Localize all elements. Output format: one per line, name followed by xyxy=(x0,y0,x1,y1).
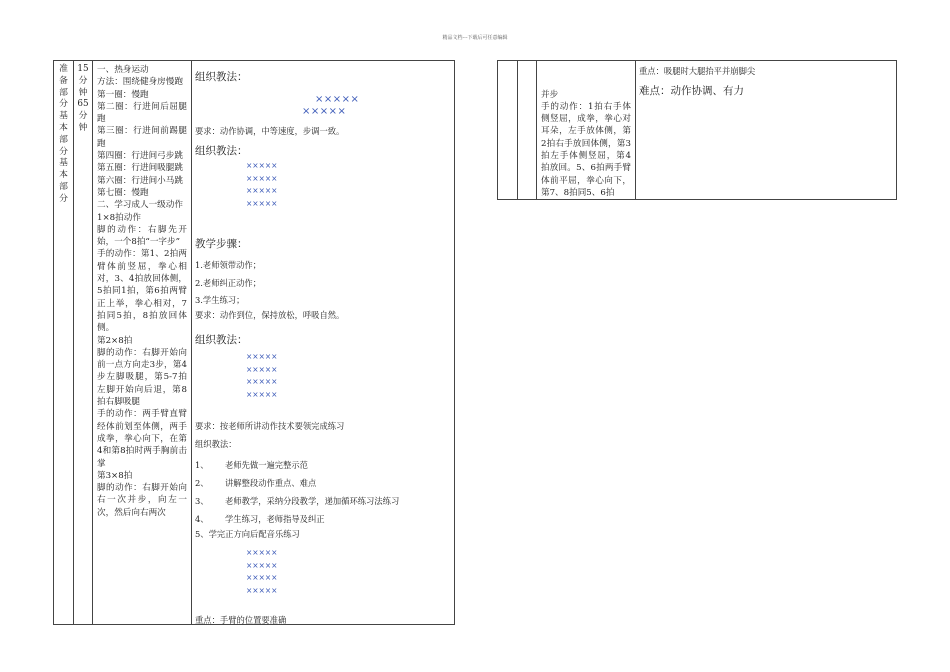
page-header: 精品文档---下载后可任意编辑 xyxy=(442,35,508,41)
org-method-2: 组织教法： xyxy=(195,145,248,157)
formation-block xyxy=(246,351,277,401)
method-list-number: 3、 xyxy=(195,496,209,506)
content-line: 第七圈：慢跑 xyxy=(97,187,149,198)
lesson-table-right xyxy=(497,60,897,200)
requirement-2: 要求：动作到位，保持放松，呼吸自然。 xyxy=(195,310,345,320)
content-line: 第六圈：行进间小马跳 xyxy=(97,175,183,186)
content-line: 手的动作：两手臂直臂经体前划至体侧，两手成拳，拳心向下，在第4和第8拍时两手胸前击掌 xyxy=(97,409,187,469)
method-list-item xyxy=(195,456,399,474)
teaching-steps xyxy=(195,257,261,310)
formation-block xyxy=(246,547,277,597)
content-line: 第三圈：行进间前踢腿跑 xyxy=(97,126,187,149)
org-method-3: 组织教法： xyxy=(195,334,248,346)
method-list-item xyxy=(195,510,399,528)
formation-row: ××××× xyxy=(246,389,278,399)
content-line: 第2×8拍 xyxy=(97,335,133,346)
formation-row: ××××× xyxy=(246,198,278,208)
content-line: 第五圈：行进间吸腿跳 xyxy=(97,163,183,174)
method-column xyxy=(192,61,454,624)
formation-row: ××××× xyxy=(246,548,278,557)
content-line: 1×8拍动作 xyxy=(97,212,141,223)
content-column xyxy=(93,61,192,624)
key-point: 重点：吸腿时大腿抬平并崩脚尖 xyxy=(639,66,756,76)
content-line: 脚的动作：右脚开始向前一点方向走3步，第4步左脚吸腿，第5-7拍左脚开始向后退，第8拍右脚吸腿 xyxy=(97,347,187,408)
method-list-text: 老师先做一遍完整示范 xyxy=(225,460,308,470)
requirement-1: 要求：动作协调，中等速度，步调一致。 xyxy=(195,126,345,136)
formation-row: ××××× xyxy=(246,585,278,595)
content-line: 脚的动作：右脚先开始，一个8拍“一字步” xyxy=(97,224,187,248)
difficulty-point: 难点：动作协调、有力 xyxy=(639,85,744,97)
content-line: 第一圈：慢跑 xyxy=(97,89,149,100)
formation-row: ××××× xyxy=(246,161,278,170)
method-list-text: 学生练习，老师指导及纠正 xyxy=(225,514,325,524)
content-text: 并步 手的动作：1拍右手体侧竖屈，成拳，拳心对耳朵，左手放体侧，第2拍右手放回体侧，第3拍左手体侧竖屈，第4拍放回。5、6拍两手臂体前平屈，拳心向下，第7、8拍同5、6拍 xyxy=(541,89,631,198)
org-method-1: 组织教法： xyxy=(195,71,248,83)
content-line: 第二圈：行进间后屈腿跑 xyxy=(97,101,187,125)
teaching-step: 2.老师纠正动作； xyxy=(195,277,261,288)
method-list-number: 2、 xyxy=(195,478,209,488)
teaching-steps-title: 教学步骤： xyxy=(195,238,248,250)
method-item-5: 5、学完正方向后配音乐练习 xyxy=(195,529,300,539)
content-line: 第3×8拍 xyxy=(97,470,133,481)
formation-row: ××××× xyxy=(246,560,278,570)
method-list-item xyxy=(195,474,399,492)
content-line: 脚的动作：右脚开始向右一次并步，向左一次，然后向右两次 xyxy=(97,483,187,518)
org-method-4: 组织教法： xyxy=(195,439,237,449)
method-list-number: 4、 xyxy=(195,514,209,524)
method-column xyxy=(636,61,896,199)
formation-row: ××××× xyxy=(246,186,278,195)
teaching-step: 1.老师领带动作； xyxy=(195,260,261,270)
section-column xyxy=(498,61,518,199)
formation-row: ××××× xyxy=(246,377,278,386)
key-point: 重点：手臂的位置要准确 xyxy=(195,615,287,625)
content-line: 手的动作：第1、2拍两臂体前竖屈，拳心相对，3、4拍放回体侧，5拍同1拍，第6拍两臂正上举，拳心相对，7拍同5拍，8拍放回体侧。 xyxy=(97,249,187,334)
formation-row: ××××× xyxy=(315,94,360,105)
method-list xyxy=(195,456,399,528)
section-label: 准备部分基本部分基本部分 xyxy=(59,64,68,204)
formation-row: ××××× xyxy=(302,106,347,117)
formation-row: ××××× xyxy=(246,352,278,361)
formation-block xyxy=(246,160,277,210)
section-column xyxy=(54,61,74,624)
time-column xyxy=(74,61,93,624)
formation-row: ××××× xyxy=(246,573,278,582)
method-list-item xyxy=(195,492,399,510)
method-list-number: 1、 xyxy=(195,460,209,470)
requirement-3: 要求：按老师所讲动作技术要领完成练习 xyxy=(195,421,345,431)
method-list-text: 老师教学，采纳分段教学，递加循环练习法练习 xyxy=(225,496,400,506)
content-line: 方法：围绕健身房慢跑 xyxy=(97,77,183,88)
content-line: 二、学习成人一级动作 xyxy=(97,200,183,211)
content-column xyxy=(537,61,636,199)
content-line: 一、热身运动 xyxy=(97,65,149,75)
content-lines xyxy=(97,64,187,519)
formation-row: ××××× xyxy=(246,364,278,374)
time-column xyxy=(518,61,537,199)
formation-row: ××××× xyxy=(246,173,278,183)
time-label: 15分钟65分钟 xyxy=(77,64,89,133)
method-list-text: 讲解整段动作重点、难点 xyxy=(225,478,317,488)
content-line: 第四圈：行进间弓步跳 xyxy=(97,151,183,162)
teaching-step: 3.学生练习； xyxy=(195,295,245,305)
lesson-table-left xyxy=(53,60,455,625)
